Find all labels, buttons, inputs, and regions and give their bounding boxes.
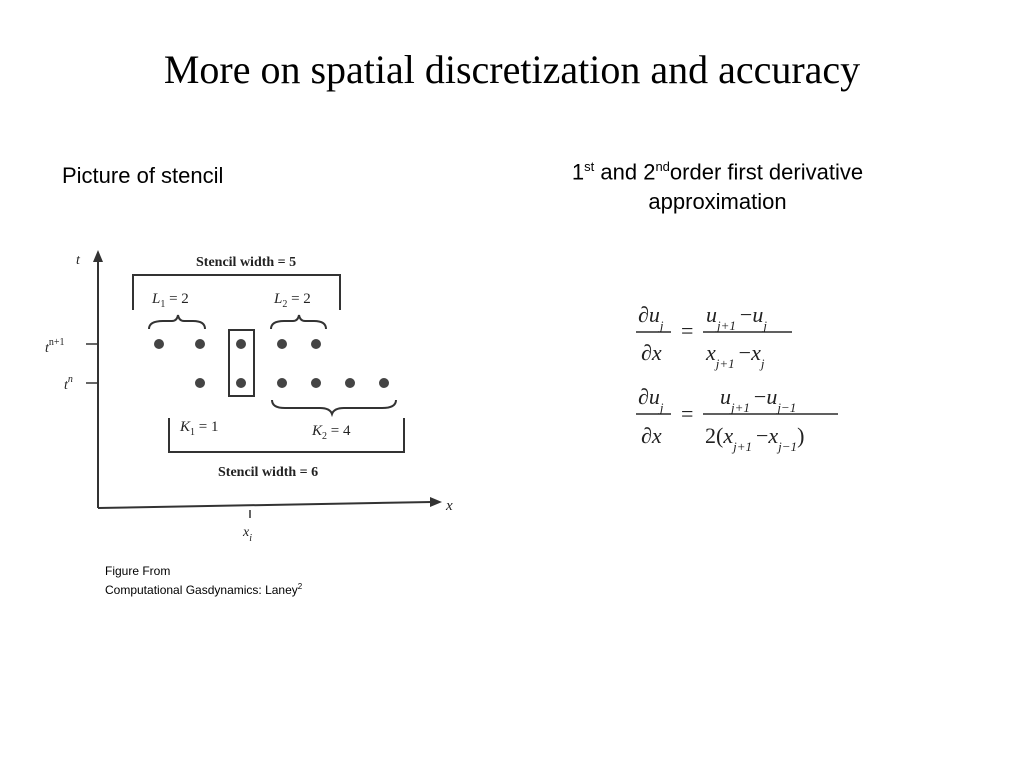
- heading-and-2: and 2: [594, 159, 656, 185]
- heading-line2: approximation: [648, 189, 787, 215]
- heading-ordinal-1: 1: [571, 159, 585, 185]
- heading-rest: order first derivative: [669, 159, 864, 185]
- heading-sup-nd: nd: [655, 159, 670, 174]
- x-axis-label: x: [446, 498, 453, 514]
- svg-text:xj+1−xj: $x_{j+1} -x_j$: [706, 340, 765, 371]
- svg-text:uj+1−uj−1: $u_{j+1} -u_{j-1}$: [720, 384, 797, 415]
- label-L2: $L_2 = 2$: [274, 291, 311, 310]
- tick-tn1-label: $t^{n+1}$: [45, 337, 65, 356]
- tick-tn-label: $t^n$: [64, 374, 73, 393]
- stencil-width-top: Stencil width = 5: [196, 255, 297, 270]
- svg-text:∂uj: $\partial u_j$: [638, 384, 664, 415]
- svg-text:∂x: ∂x: [641, 423, 662, 448]
- caption-line2: Computational Gasdynamics: Laney: [105, 583, 298, 597]
- svg-text:=: =: [681, 401, 694, 426]
- caption-ref-sup: 2: [297, 582, 303, 591]
- svg-text:∂x: ∂x: [641, 340, 662, 365]
- tick-xi-label: $x_i$: [243, 525, 252, 544]
- slide-title: More on spatial discretization and accuracy: [163, 47, 861, 92]
- equation-first-order: [636, 302, 792, 371]
- t-axis-label: t: [76, 253, 80, 268]
- stencil-width-bottom: Stencil width = 6: [218, 465, 319, 480]
- label-K2: $K_2 = 4$: [312, 423, 351, 442]
- label-L1: $L_1 = 2$: [152, 291, 189, 310]
- svg-text:∂uj: $\partial u_j$: [638, 302, 664, 333]
- label-K1: $K_1 = 1$: [180, 419, 219, 438]
- figure-caption: [105, 563, 302, 598]
- svg-text:uj+1−uj: $u_{j+1} -u_j$: [706, 302, 767, 333]
- svg-text:=: =: [681, 318, 694, 343]
- stencil-label: Picture of stencil: [62, 163, 224, 188]
- equation-second-order: [636, 384, 838, 454]
- svg-text:2(xj+1−xj−1): $2(x_{j+1} -x_{j-1})$: [705, 423, 805, 454]
- heading-sup-st: st: [584, 159, 595, 174]
- caption-line1: Figure From: [105, 564, 171, 578]
